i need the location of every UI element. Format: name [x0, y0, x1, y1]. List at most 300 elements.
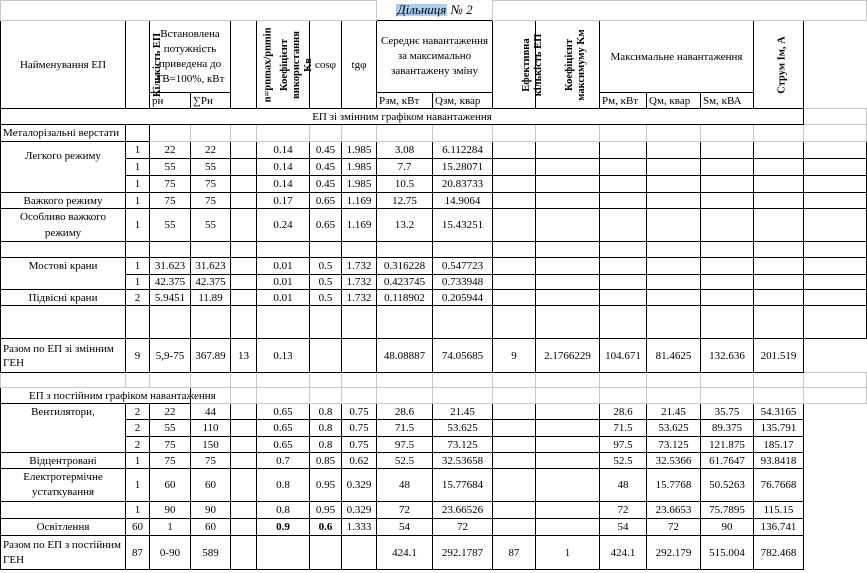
- empty-cell[interactable]: [231, 388, 257, 404]
- table-cell[interactable]: 2: [126, 420, 150, 437]
- empty-cell[interactable]: [600, 275, 647, 290]
- empty-cell[interactable]: [701, 258, 754, 275]
- table-cell[interactable]: 135.791: [754, 420, 804, 437]
- empty-cell[interactable]: [126, 242, 150, 258]
- empty-cell[interactable]: [804, 142, 867, 159]
- table-cell[interactable]: 115.15: [754, 502, 804, 519]
- empty-cell[interactable]: [647, 290, 701, 306]
- table-cell[interactable]: 292.1787: [433, 536, 493, 570]
- table-cell[interactable]: [231, 176, 257, 193]
- table-cell[interactable]: 0.9: [257, 519, 310, 536]
- table-cell[interactable]: 55: [191, 209, 231, 242]
- empty-cell[interactable]: [493, 290, 536, 306]
- empty-cell[interactable]: [754, 142, 804, 159]
- table-cell[interactable]: 1.169: [342, 193, 377, 209]
- table-cell[interactable]: [231, 536, 257, 570]
- empty-cell[interactable]: [493, 193, 536, 209]
- table-cell[interactable]: 9: [126, 339, 150, 373]
- selected-cell-title[interactable]: Дільниця: [397, 2, 447, 18]
- table-cell[interactable]: 23.66526: [433, 502, 493, 519]
- empty-cell[interactable]: [536, 258, 600, 275]
- table-cell[interactable]: 90: [150, 502, 191, 519]
- table-cell[interactable]: 31.623: [150, 258, 191, 275]
- table-cell[interactable]: 73.125: [647, 437, 701, 453]
- table-cell[interactable]: 0.45: [310, 142, 342, 159]
- table-cell[interactable]: 15.7768: [647, 469, 701, 502]
- empty-cell[interactable]: [433, 306, 493, 339]
- table-cell[interactable]: 75: [150, 437, 191, 453]
- empty-cell[interactable]: [342, 373, 377, 388]
- table-cell[interactable]: 75: [191, 176, 231, 193]
- empty-cell[interactable]: [647, 373, 701, 388]
- table-cell[interactable]: 0.329: [342, 469, 377, 502]
- table-cell[interactable]: 0.95: [310, 502, 342, 519]
- table-cell[interactable]: 0.65: [257, 437, 310, 453]
- table-cell[interactable]: 31.623: [191, 258, 231, 275]
- table-cell[interactable]: 0.75: [342, 404, 377, 420]
- table-cell[interactable]: [536, 453, 600, 469]
- empty-cell[interactable]: [342, 388, 377, 404]
- empty-cell[interactable]: [804, 193, 867, 209]
- table-cell[interactable]: 1.169: [342, 209, 377, 242]
- table-cell[interactable]: 0.8: [310, 437, 342, 453]
- table-cell[interactable]: [493, 420, 536, 437]
- table-cell[interactable]: [536, 437, 600, 453]
- table-cell[interactable]: 60: [150, 469, 191, 502]
- table-cell[interactable]: 55: [150, 209, 191, 242]
- table-cell[interactable]: 52.5: [600, 453, 647, 469]
- table-cell[interactable]: 0.118902: [377, 290, 433, 306]
- table-cell[interactable]: 5.9451: [150, 290, 191, 306]
- table-cell[interactable]: 0.14: [257, 159, 310, 176]
- table-cell[interactable]: 13: [231, 339, 257, 373]
- table-cell[interactable]: 1: [126, 159, 150, 176]
- table-cell[interactable]: 76.7668: [754, 469, 804, 502]
- table-cell[interactable]: 0.95: [310, 469, 342, 502]
- table-cell[interactable]: 0-90: [150, 536, 191, 570]
- table-cell[interactable]: 0.205944: [433, 290, 493, 306]
- table-cell[interactable]: 0.75: [342, 437, 377, 453]
- table-cell[interactable]: 74.05685: [433, 339, 493, 373]
- empty-cell[interactable]: [600, 388, 647, 404]
- empty-cell[interactable]: [1, 1, 377, 21]
- table-cell[interactable]: 54: [600, 519, 647, 536]
- table-cell[interactable]: 515.004: [701, 536, 754, 570]
- empty-cell[interactable]: [433, 125, 493, 142]
- empty-cell[interactable]: [701, 209, 754, 242]
- empty-cell[interactable]: [647, 209, 701, 242]
- table-cell[interactable]: 97.5: [600, 437, 647, 453]
- table-cell[interactable]: 1: [126, 502, 150, 519]
- table-cell[interactable]: 0.8: [310, 404, 342, 420]
- table-cell[interactable]: 75: [150, 176, 191, 193]
- empty-cell[interactable]: [647, 176, 701, 193]
- empty-cell[interactable]: [493, 159, 536, 176]
- empty-cell[interactable]: [342, 125, 377, 142]
- table-cell[interactable]: 0.01: [257, 290, 310, 306]
- table-cell[interactable]: [493, 453, 536, 469]
- table-cell[interactable]: 28.6: [600, 404, 647, 420]
- table-cell[interactable]: 32.53658: [433, 453, 493, 469]
- table-cell[interactable]: 0.8: [257, 502, 310, 519]
- empty-cell[interactable]: [701, 275, 754, 290]
- table-cell[interactable]: [231, 420, 257, 437]
- table-cell[interactable]: 0.5: [310, 290, 342, 306]
- empty-cell[interactable]: [600, 125, 647, 142]
- table-cell[interactable]: 0.5: [310, 258, 342, 275]
- table-cell[interactable]: 1: [126, 142, 150, 159]
- table-cell[interactable]: 10.5: [377, 176, 433, 193]
- table-cell[interactable]: 132.636: [701, 339, 754, 373]
- empty-cell[interactable]: [257, 373, 310, 388]
- table-cell[interactable]: [231, 290, 257, 306]
- empty-cell[interactable]: [310, 125, 342, 142]
- empty-cell[interactable]: [701, 306, 754, 339]
- empty-cell[interactable]: [150, 306, 191, 339]
- table-cell[interactable]: 21.45: [647, 404, 701, 420]
- empty-cell[interactable]: [493, 1, 867, 21]
- empty-cell[interactable]: [804, 125, 867, 142]
- empty-cell[interactable]: [600, 193, 647, 209]
- empty-cell[interactable]: [342, 242, 377, 258]
- empty-cell[interactable]: [493, 306, 536, 339]
- table-cell[interactable]: 22: [150, 142, 191, 159]
- table-cell[interactable]: 0.17: [257, 193, 310, 209]
- table-cell[interactable]: 22: [191, 142, 231, 159]
- table-cell[interactable]: 0.62: [342, 453, 377, 469]
- table-cell[interactable]: 48.08887: [377, 339, 433, 373]
- table-cell[interactable]: 2: [126, 404, 150, 420]
- empty-cell[interactable]: [493, 176, 536, 193]
- empty-cell[interactable]: [754, 306, 804, 339]
- table-cell[interactable]: [310, 339, 342, 373]
- table-cell[interactable]: 21.45: [433, 404, 493, 420]
- table-cell[interactable]: [536, 519, 600, 536]
- empty-cell[interactable]: [701, 242, 754, 258]
- empty-cell[interactable]: [600, 209, 647, 242]
- table-cell[interactable]: 5,9-75: [150, 339, 191, 373]
- empty-cell[interactable]: [1, 502, 126, 519]
- empty-cell[interactable]: [493, 142, 536, 159]
- empty-cell[interactable]: [754, 258, 804, 275]
- table-cell[interactable]: [231, 209, 257, 242]
- table-cell[interactable]: 150: [191, 437, 231, 453]
- empty-cell[interactable]: [310, 373, 342, 388]
- empty-cell[interactable]: [493, 275, 536, 290]
- empty-cell[interactable]: [804, 209, 867, 242]
- empty-cell[interactable]: [310, 306, 342, 339]
- empty-cell[interactable]: [536, 193, 600, 209]
- table-cell[interactable]: 54: [377, 519, 433, 536]
- table-cell[interactable]: 35.75: [701, 404, 754, 420]
- table-cell[interactable]: 0.75: [342, 420, 377, 437]
- empty-cell[interactable]: [493, 209, 536, 242]
- empty-cell[interactable]: [377, 373, 433, 388]
- table-cell[interactable]: 72: [600, 502, 647, 519]
- empty-cell[interactable]: [257, 388, 310, 404]
- table-cell[interactable]: 22: [150, 404, 191, 420]
- table-cell[interactable]: 0.14: [257, 142, 310, 159]
- empty-cell[interactable]: [257, 306, 310, 339]
- empty-cell[interactable]: [647, 306, 701, 339]
- table-cell[interactable]: 367.89: [191, 339, 231, 373]
- table-cell[interactable]: [231, 437, 257, 453]
- table-cell[interactable]: 72: [377, 502, 433, 519]
- empty-cell[interactable]: [600, 258, 647, 275]
- empty-cell[interactable]: [126, 306, 150, 339]
- table-cell[interactable]: [257, 536, 310, 570]
- empty-cell[interactable]: [701, 125, 754, 142]
- empty-cell[interactable]: [804, 176, 867, 193]
- empty-cell[interactable]: [804, 388, 867, 404]
- empty-cell[interactable]: [600, 142, 647, 159]
- empty-cell[interactable]: [804, 373, 867, 388]
- empty-cell[interactable]: [600, 373, 647, 388]
- empty-cell[interactable]: [433, 373, 493, 388]
- empty-cell[interactable]: [536, 306, 600, 339]
- table-cell[interactable]: 15.43251: [433, 209, 493, 242]
- table-cell[interactable]: 3.08: [377, 142, 433, 159]
- empty-cell[interactable]: [493, 388, 536, 404]
- table-cell[interactable]: 55: [150, 420, 191, 437]
- table-cell[interactable]: 14.9064: [433, 193, 493, 209]
- empty-cell[interactable]: [600, 306, 647, 339]
- empty-cell[interactable]: [536, 290, 600, 306]
- empty-cell[interactable]: [647, 242, 701, 258]
- empty-cell[interactable]: [536, 373, 600, 388]
- empty-cell[interactable]: [257, 125, 310, 142]
- table-cell[interactable]: 1.732: [342, 275, 377, 290]
- table-cell[interactable]: 15.77684: [433, 469, 493, 502]
- table-cell[interactable]: 1.732: [342, 258, 377, 275]
- table-cell[interactable]: 0.316228: [377, 258, 433, 275]
- table-cell[interactable]: 589: [191, 536, 231, 570]
- table-cell[interactable]: 110: [191, 420, 231, 437]
- empty-cell[interactable]: [701, 373, 754, 388]
- table-cell[interactable]: 0.24: [257, 209, 310, 242]
- table-cell[interactable]: 0.13: [257, 339, 310, 373]
- empty-cell[interactable]: [804, 290, 867, 306]
- empty-cell[interactable]: [257, 242, 310, 258]
- empty-cell[interactable]: [493, 242, 536, 258]
- table-cell[interactable]: 2: [126, 290, 150, 306]
- table-cell[interactable]: 1: [126, 469, 150, 502]
- table-cell[interactable]: 53.625: [433, 420, 493, 437]
- table-cell[interactable]: 75.7895: [701, 502, 754, 519]
- table-cell[interactable]: 72: [433, 519, 493, 536]
- table-cell[interactable]: 55: [150, 159, 191, 176]
- empty-cell[interactable]: [804, 242, 867, 258]
- table-cell[interactable]: 1: [126, 258, 150, 275]
- empty-cell[interactable]: [342, 306, 377, 339]
- empty-cell[interactable]: [536, 125, 600, 142]
- empty-cell[interactable]: [754, 176, 804, 193]
- empty-cell[interactable]: [1, 242, 126, 258]
- table-cell[interactable]: 89.375: [701, 420, 754, 437]
- table-cell[interactable]: 201.519: [754, 339, 804, 373]
- table-cell[interactable]: 0.01: [257, 275, 310, 290]
- table-cell[interactable]: 0.5: [310, 275, 342, 290]
- table-cell[interactable]: 13.2: [377, 209, 433, 242]
- empty-cell[interactable]: [600, 290, 647, 306]
- table-cell[interactable]: 0.45: [310, 159, 342, 176]
- table-cell[interactable]: 23.6653: [647, 502, 701, 519]
- table-cell[interactable]: [342, 536, 377, 570]
- table-cell[interactable]: 75: [150, 193, 191, 209]
- empty-cell[interactable]: [536, 209, 600, 242]
- empty-cell[interactable]: [1, 373, 126, 388]
- empty-cell[interactable]: [231, 125, 257, 142]
- table-cell[interactable]: 60: [191, 469, 231, 502]
- table-cell[interactable]: 0.7: [257, 453, 310, 469]
- empty-cell[interactable]: [150, 242, 191, 258]
- table-cell[interactable]: 55: [191, 159, 231, 176]
- table-cell[interactable]: 0.65: [257, 404, 310, 420]
- table-cell[interactable]: [493, 404, 536, 420]
- table-cell[interactable]: 0.8: [257, 469, 310, 502]
- table-cell[interactable]: [231, 258, 257, 275]
- table-cell[interactable]: 90: [701, 519, 754, 536]
- table-cell[interactable]: 0.423745: [377, 275, 433, 290]
- table-cell[interactable]: 0.733948: [433, 275, 493, 290]
- table-cell[interactable]: 424.1: [377, 536, 433, 570]
- empty-cell[interactable]: [150, 373, 191, 388]
- table-cell[interactable]: 1.985: [342, 159, 377, 176]
- table-cell[interactable]: [231, 453, 257, 469]
- empty-cell[interactable]: [536, 142, 600, 159]
- empty-cell[interactable]: [231, 373, 257, 388]
- table-cell[interactable]: 0.547723: [433, 258, 493, 275]
- table-cell[interactable]: 1: [536, 536, 600, 570]
- empty-cell[interactable]: [126, 125, 150, 142]
- table-cell[interactable]: 185.17: [754, 437, 804, 453]
- table-cell[interactable]: 61.7647: [701, 453, 754, 469]
- table-cell[interactable]: 28.6: [377, 404, 433, 420]
- empty-cell[interactable]: [191, 373, 231, 388]
- table-cell[interactable]: 1: [126, 176, 150, 193]
- empty-cell[interactable]: [754, 242, 804, 258]
- empty-cell[interactable]: [600, 242, 647, 258]
- table-cell[interactable]: 0.01: [257, 258, 310, 275]
- table-cell[interactable]: 9: [493, 339, 536, 373]
- empty-cell[interactable]: [377, 388, 433, 404]
- empty-cell[interactable]: [231, 306, 257, 339]
- empty-cell[interactable]: [536, 159, 600, 176]
- table-cell[interactable]: 54.3165: [754, 404, 804, 420]
- empty-cell[interactable]: [600, 176, 647, 193]
- empty-cell[interactable]: [1, 306, 126, 339]
- empty-cell[interactable]: [377, 125, 433, 142]
- table-cell[interactable]: 0.8: [310, 420, 342, 437]
- table-cell[interactable]: [493, 469, 536, 502]
- table-cell[interactable]: 0.45: [310, 176, 342, 193]
- empty-cell[interactable]: [536, 275, 600, 290]
- empty-cell[interactable]: [647, 159, 701, 176]
- empty-cell[interactable]: [647, 193, 701, 209]
- empty-cell[interactable]: [701, 388, 754, 404]
- table-cell[interactable]: 2: [126, 437, 150, 453]
- empty-cell[interactable]: [701, 142, 754, 159]
- table-cell[interactable]: 12.75: [377, 193, 433, 209]
- table-cell[interactable]: 1: [126, 275, 150, 290]
- table-cell[interactable]: 42.375: [191, 275, 231, 290]
- empty-cell[interactable]: [647, 275, 701, 290]
- table-cell[interactable]: 7.7: [377, 159, 433, 176]
- table-cell[interactable]: 1.333: [342, 519, 377, 536]
- empty-cell[interactable]: [493, 373, 536, 388]
- empty-cell[interactable]: [600, 159, 647, 176]
- empty-cell[interactable]: [754, 209, 804, 242]
- table-cell[interactable]: 0.85: [310, 453, 342, 469]
- table-cell[interactable]: 292.179: [647, 536, 701, 570]
- empty-cell[interactable]: [647, 388, 701, 404]
- table-cell[interactable]: 1.985: [342, 142, 377, 159]
- table-cell[interactable]: 90: [191, 502, 231, 519]
- table-cell[interactable]: 1: [126, 193, 150, 209]
- table-cell[interactable]: 782.468: [754, 536, 804, 570]
- table-cell[interactable]: [231, 142, 257, 159]
- empty-cell[interactable]: [754, 373, 804, 388]
- table-cell[interactable]: 75: [191, 453, 231, 469]
- table-cell[interactable]: [536, 404, 600, 420]
- table-cell[interactable]: [231, 275, 257, 290]
- table-cell[interactable]: 48: [600, 469, 647, 502]
- table-cell[interactable]: 52.5: [377, 453, 433, 469]
- table-cell[interactable]: 121.875: [701, 437, 754, 453]
- table-cell[interactable]: [231, 159, 257, 176]
- table-cell[interactable]: 0.14: [257, 176, 310, 193]
- table-cell[interactable]: 71.5: [600, 420, 647, 437]
- table-cell[interactable]: 1.985: [342, 176, 377, 193]
- table-cell[interactable]: 53.625: [647, 420, 701, 437]
- empty-cell[interactable]: [754, 193, 804, 209]
- table-cell[interactable]: 0.6: [310, 519, 342, 536]
- empty-cell[interactable]: [804, 109, 867, 125]
- table-cell[interactable]: [231, 404, 257, 420]
- empty-cell[interactable]: [433, 388, 493, 404]
- table-cell[interactable]: 87: [126, 536, 150, 570]
- table-cell[interactable]: 97.5: [377, 437, 433, 453]
- table-cell[interactable]: [231, 193, 257, 209]
- table-cell[interactable]: 1: [150, 519, 191, 536]
- table-cell[interactable]: [536, 420, 600, 437]
- empty-cell[interactable]: [493, 258, 536, 275]
- table-cell[interactable]: 50.5263: [701, 469, 754, 502]
- table-cell[interactable]: 32.5366: [647, 453, 701, 469]
- table-cell[interactable]: [231, 469, 257, 502]
- table-cell[interactable]: 2.1766229: [536, 339, 600, 373]
- table-cell[interactable]: [310, 536, 342, 570]
- empty-cell[interactable]: [647, 142, 701, 159]
- empty-cell[interactable]: [754, 159, 804, 176]
- empty-cell[interactable]: [647, 258, 701, 275]
- empty-cell[interactable]: [191, 306, 231, 339]
- empty-cell[interactable]: [191, 125, 231, 142]
- table-cell[interactable]: 1.732: [342, 290, 377, 306]
- table-cell[interactable]: 1: [126, 209, 150, 242]
- table-cell[interactable]: [493, 502, 536, 519]
- table-cell[interactable]: 60: [126, 519, 150, 536]
- empty-cell[interactable]: [231, 242, 257, 258]
- table-cell[interactable]: 81.4625: [647, 339, 701, 373]
- empty-cell[interactable]: [754, 388, 804, 404]
- empty-cell[interactable]: [536, 176, 600, 193]
- table-cell[interactable]: 15.28071: [433, 159, 493, 176]
- table-cell[interactable]: 1: [126, 453, 150, 469]
- table-cell[interactable]: 75: [191, 193, 231, 209]
- table-cell[interactable]: 42.375: [150, 275, 191, 290]
- empty-cell[interactable]: [126, 373, 150, 388]
